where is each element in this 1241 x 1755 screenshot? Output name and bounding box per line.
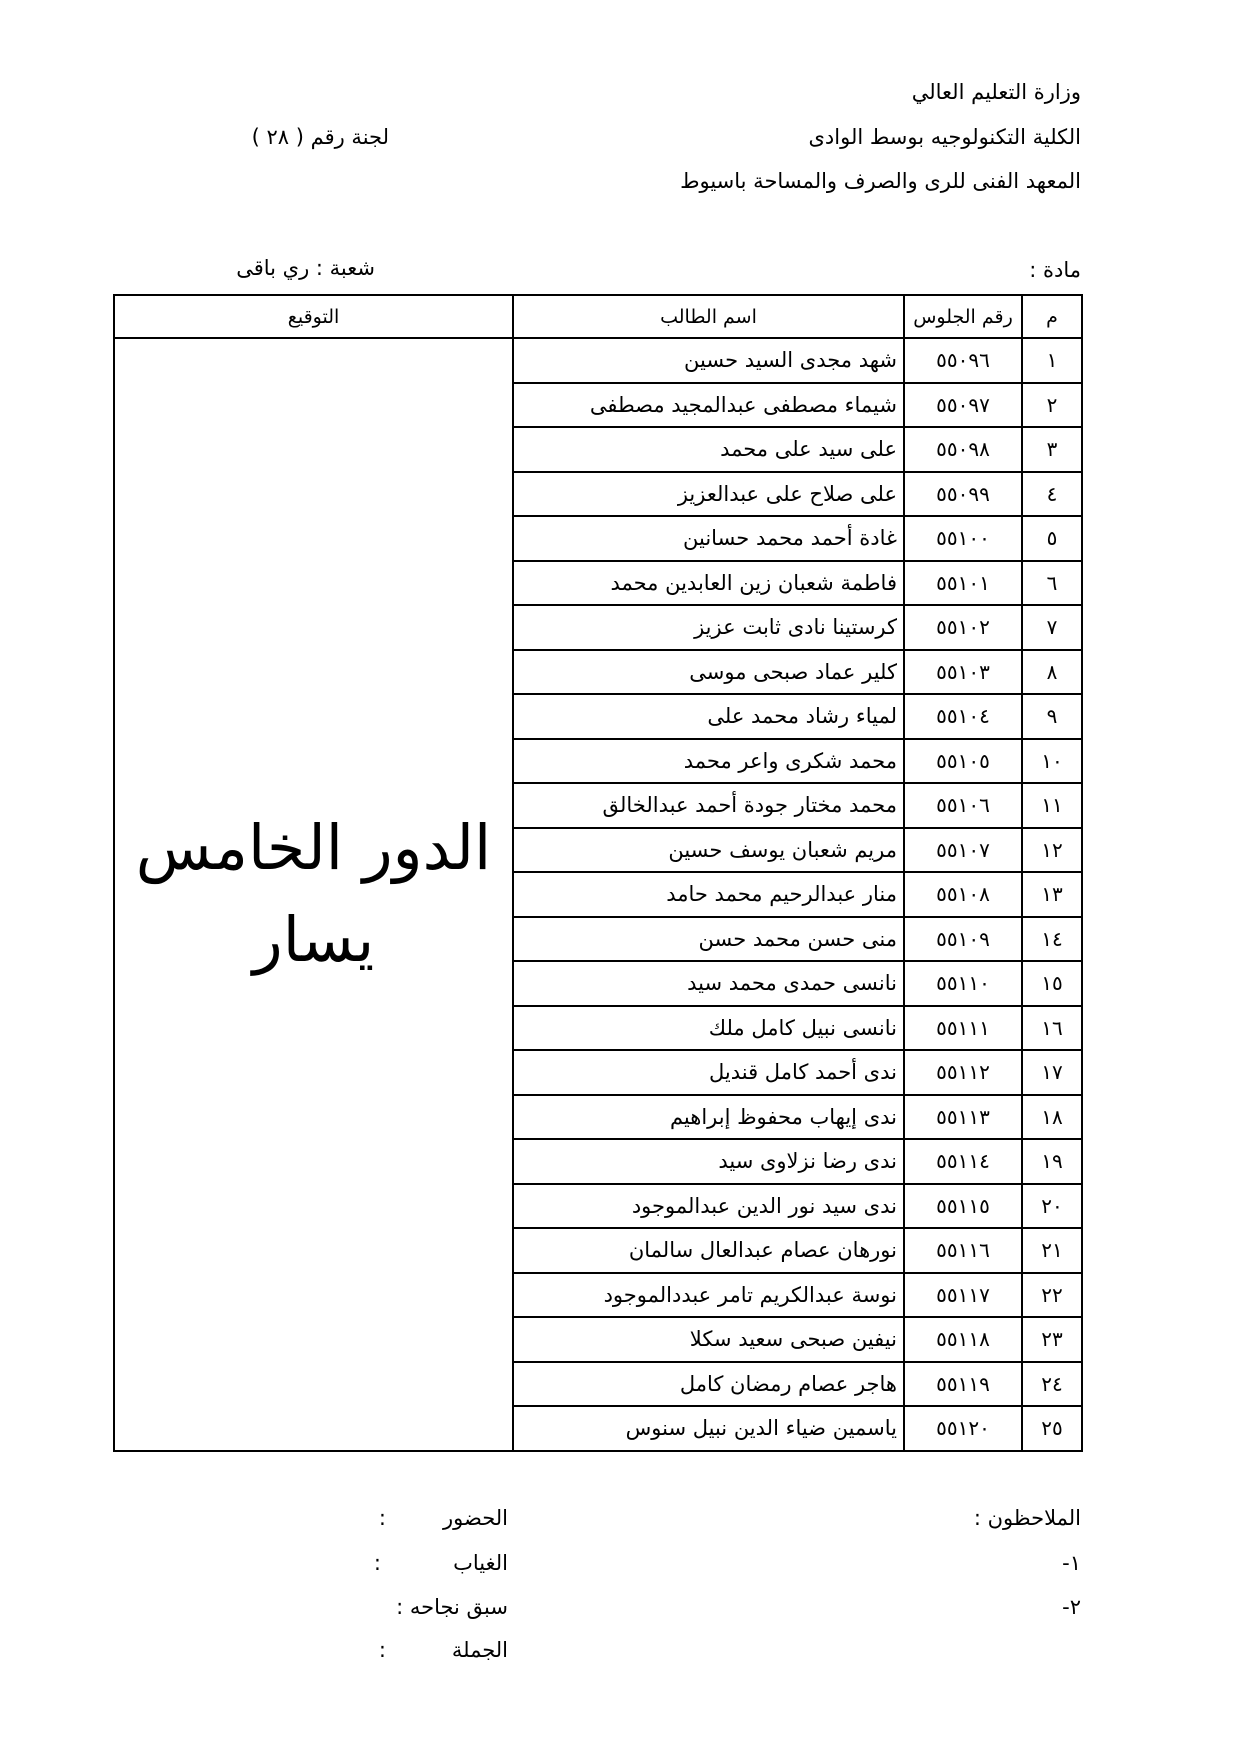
seat-number: ٥٥١١١ (904, 1006, 1022, 1051)
student-name: مريم شعبان يوسف حسين (513, 828, 904, 873)
column-header-student-name: اسم الطالب (513, 295, 904, 338)
student-name: غادة أحمد محمد حسانين (513, 516, 904, 561)
column-header-seat-number: رقم الجلوس (904, 295, 1022, 338)
institute-name: المعهد الفنى للرى والصرف والمساحة باسيوط (680, 169, 1081, 193)
total-label: الجملة (451, 1638, 508, 1662)
row-index: ٢ (1022, 383, 1082, 428)
row-index: ١٠ (1022, 739, 1082, 784)
absence-label: الغياب (453, 1551, 508, 1575)
student-name: نانسى نبيل كامل ملك (513, 1006, 904, 1051)
ministry-name: وزارة التعليم العالي (911, 80, 1081, 104)
seat-number: ٥٥١١٩ (904, 1362, 1022, 1407)
student-name: كلير عماد صبحى موسى (513, 650, 904, 695)
student-name: محمد مختار جودة أحمد عبدالخالق (513, 783, 904, 828)
seat-number: ٥٥١٠٦ (904, 783, 1022, 828)
seat-number: ٥٥١٠٠ (904, 516, 1022, 561)
seat-number: ٥٥١١٣ (904, 1095, 1022, 1140)
seat-number: ٥٥٠٩٧ (904, 383, 1022, 428)
student-name: منار عبدالرحيم محمد حامد (513, 872, 904, 917)
seat-number: ٥٥١١٦ (904, 1228, 1022, 1273)
row-index: ٢٥ (1022, 1406, 1082, 1451)
student-name: هاجر عصام رمضان كامل (513, 1362, 904, 1407)
row-index: ٢٢ (1022, 1273, 1082, 1318)
row-index: ٥ (1022, 516, 1082, 561)
row-index: ٨ (1022, 650, 1082, 695)
observer-line-2: ٢- (1062, 1595, 1081, 1619)
student-name: نورهان عصام عبدالعال سالمان (513, 1228, 904, 1273)
row-index: ٧ (1022, 605, 1082, 650)
row-index: ١٥ (1022, 961, 1082, 1006)
seat-number: ٥٥١٢٠ (904, 1406, 1022, 1451)
row-index: ١١ (1022, 783, 1082, 828)
seat-number: ٥٥٠٩٩ (904, 472, 1022, 517)
student-name: كرستينا نادى ثابت عزيز (513, 605, 904, 650)
student-name: نوسة عبدالكريم تامر عبددالموجود (513, 1273, 904, 1318)
exam-floor-note: الدور الخامس (135, 811, 492, 885)
table-row (114, 338, 1082, 383)
row-index: ٩ (1022, 694, 1082, 739)
seat-number: ٥٥١٠٣ (904, 650, 1022, 695)
seat-number: ٥٥١٠٧ (904, 828, 1022, 873)
row-index: ١٢ (1022, 828, 1082, 873)
row-index: ١٣ (1022, 872, 1082, 917)
student-name: منى حسن محمد حسن (513, 917, 904, 962)
row-index: ٢٣ (1022, 1317, 1082, 1362)
seat-number: ٥٥١١٧ (904, 1273, 1022, 1318)
row-index: ٢٤ (1022, 1362, 1082, 1407)
row-index: ١٤ (1022, 917, 1082, 962)
student-roster-table (113, 294, 1083, 1452)
student-name: على سيد على محمد (513, 427, 904, 472)
row-index: ١٧ (1022, 1050, 1082, 1095)
student-name: ندى رضا نزلاوى سيد (513, 1139, 904, 1184)
seat-number: ٥٥١١٢ (904, 1050, 1022, 1095)
row-index: ١٦ (1022, 1006, 1082, 1051)
exam-side-note: يسار (252, 903, 375, 977)
seat-number: ٥٥٠٩٨ (904, 427, 1022, 472)
seat-number: ٥٥١١٤ (904, 1139, 1022, 1184)
column-header-signature: التوقيع (114, 295, 513, 338)
student-name: ندى إيهاب محفوظ إبراهيم (513, 1095, 904, 1140)
row-index: ٣ (1022, 427, 1082, 472)
seat-number: ٥٥١٠١ (904, 561, 1022, 606)
student-name: لمياء رشاد محمد على (513, 694, 904, 739)
student-name: ندى سيد نور الدين عبدالموجود (513, 1184, 904, 1229)
row-index: ٢١ (1022, 1228, 1082, 1273)
row-index: ٦ (1022, 561, 1082, 606)
division-label: شعبة : ري باقى (236, 256, 375, 280)
student-name: نانسى حمدى محمد سيد (513, 961, 904, 1006)
seat-number: ٥٥١٠٢ (904, 605, 1022, 650)
table-header-row (114, 295, 1082, 338)
prior-success-label: سبق نجاحه : (396, 1595, 508, 1619)
column-header-index: م (1022, 295, 1082, 338)
student-name: نيفين صبحى سعيد سكلا (513, 1317, 904, 1362)
roster-body (114, 338, 1082, 1451)
seat-number: ٥٥١٠٨ (904, 872, 1022, 917)
student-name: شهد مجدى السيد حسين (513, 338, 904, 383)
committee-number: لجنة رقم ( ٢٨ ) (251, 125, 389, 149)
seat-number: ٥٥١١٠ (904, 961, 1022, 1006)
seat-number: ٥٥١٠٥ (904, 739, 1022, 784)
observers-label: الملاحظون : (973, 1506, 1081, 1530)
observer-line-1: ١- (1062, 1551, 1081, 1575)
student-name: شيماء مصطفى عبدالمجيد مصطفى (513, 383, 904, 428)
student-name: محمد شكرى واعر محمد (513, 739, 904, 784)
row-index: ١ (1022, 338, 1082, 383)
student-name: فاطمة شعبان زين العابدين محمد (513, 561, 904, 606)
row-index: ٢٠ (1022, 1184, 1082, 1229)
seat-number: ٥٥١١٥ (904, 1184, 1022, 1229)
subject-label: مادة : (1029, 258, 1081, 282)
attendance-colon: : (378, 1506, 386, 1530)
row-index: ١٩ (1022, 1139, 1082, 1184)
attendance-label: الحضور (443, 1506, 508, 1530)
absence-colon: : (373, 1551, 381, 1575)
seat-number: ٥٥١١٨ (904, 1317, 1022, 1362)
seat-number: ٥٥١٠٤ (904, 694, 1022, 739)
seat-number: ٥٥٠٩٦ (904, 338, 1022, 383)
row-index: ١٨ (1022, 1095, 1082, 1140)
student-name: على صلاح على عبدالعزيز (513, 472, 904, 517)
college-name: الكلية التكنولوجيه بوسط الوادى (808, 125, 1081, 149)
student-name: ياسمين ضياء الدين نبيل سنوس (513, 1406, 904, 1451)
signature-cell (114, 338, 513, 1451)
seat-number: ٥٥١٠٩ (904, 917, 1022, 962)
total-colon: : (378, 1638, 386, 1662)
student-name: ندى أحمد كامل قنديل (513, 1050, 904, 1095)
row-index: ٤ (1022, 472, 1082, 517)
